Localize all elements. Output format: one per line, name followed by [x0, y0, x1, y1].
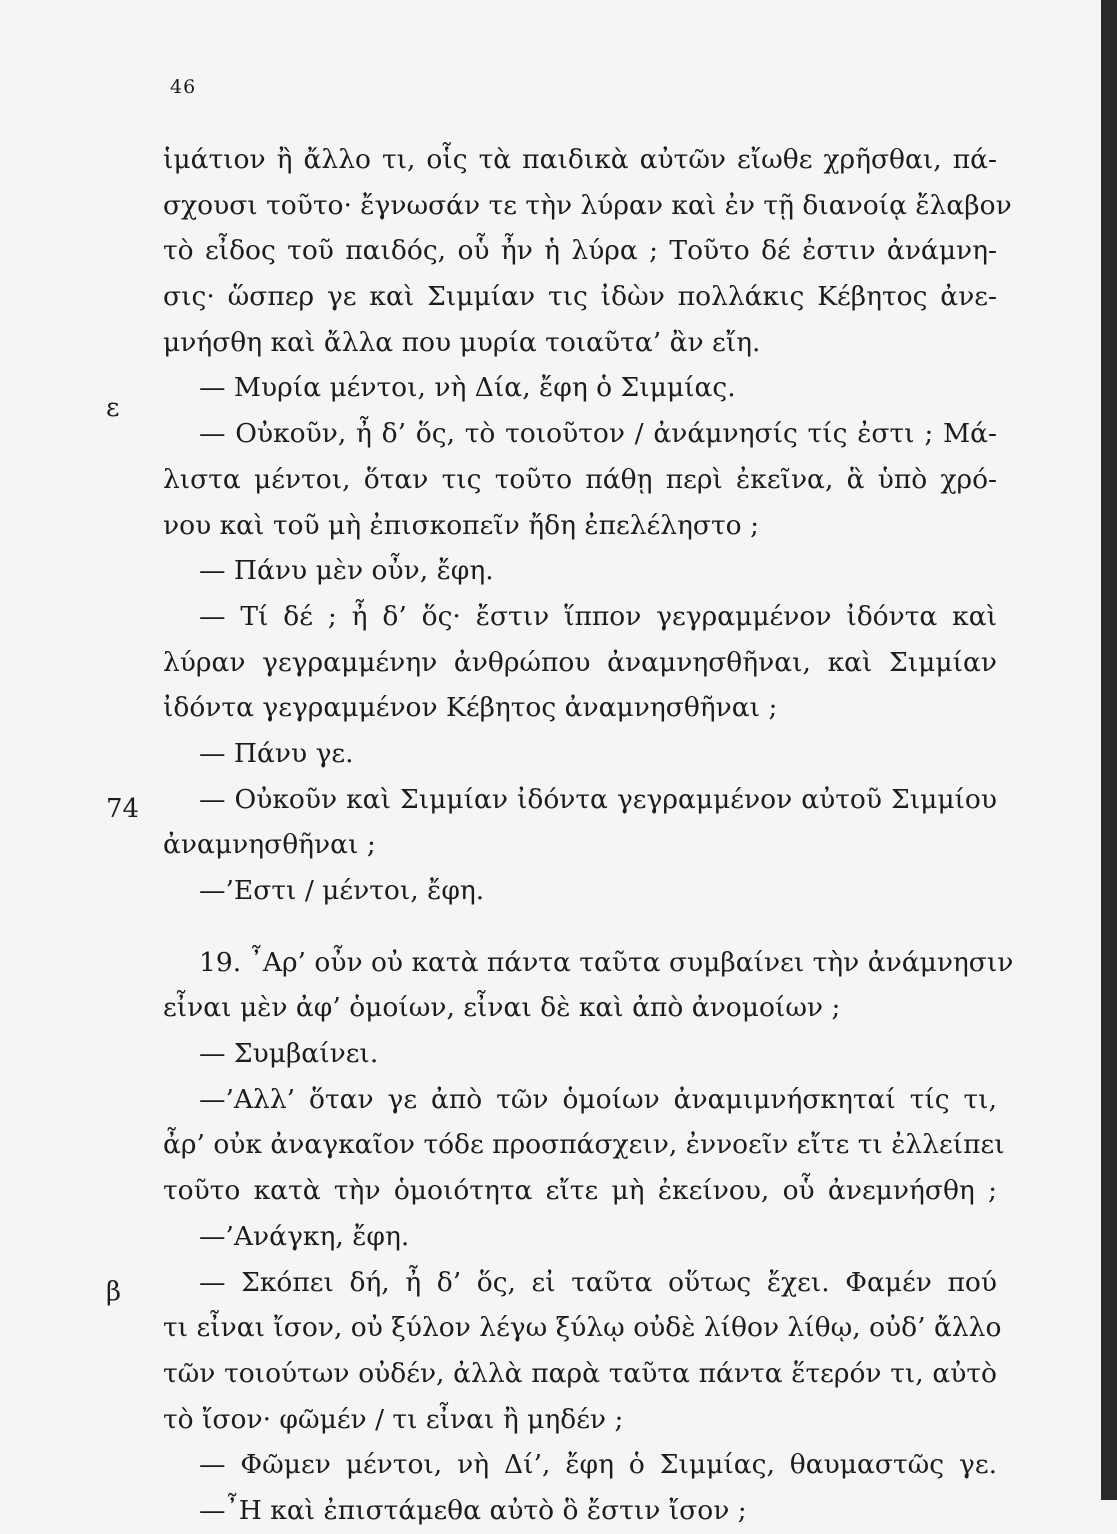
text-line: τὸ ἴσον· φῶμέν / τι εἶναι ἢ μηδέν ; [163, 1403, 624, 1435]
text-line: —’Αλλ’ ὅταν γε ἀπὸ τῶν ὁμοίων ἀναμιμνήσκηταί τίς τι, [199, 1083, 997, 1115]
text-line: σις· ὥσπερ γε καὶ Σιμμίαν τις ἰδὼν πολλάκις Κέβητος ἀνε- [163, 281, 997, 313]
text-line: σχουσι τοῦτο· ἔγνωσάν τε τὴν λύραν καὶ ἐν τῇ διανοίᾳ ἔλαβον [163, 189, 1012, 221]
text-line: ἰδόντα γεγραμμένον Κέβητος ἀναμνησθῆναι ; [163, 692, 778, 724]
text-line: — Οὐκοῦν, ἦ δ’ ὅς, τὸ τοιοῦτον / ἀνάμνησίς τίς ἐστι ; Μά- [199, 418, 997, 450]
text-line: — Τί δέ ; ἦ δ’ ὅς· ἔστιν ἵππον γεγραμμένον ἰδόντα καὶ [199, 600, 997, 632]
text-line: —’Ανάγκη, ἔφη. [199, 1220, 410, 1252]
body-text [163, 137, 1014, 1534]
text-line: τῶν τοιούτων οὐδέν, ἀλλὰ παρὰ ταῦτα πάντα ἕτερόν τι, αὐτὸ [163, 1357, 997, 1389]
text-line: — Πάνυ μὲν οὖν, ἔφη. [199, 555, 494, 587]
margin-label-section-74: 74 [106, 794, 140, 824]
page-number: 46 [170, 76, 197, 98]
scan-edge-shadow [1101, 0, 1117, 1500]
text-line: μνήσθη καὶ ἄλλα που μυρία τοιαῦτα’ ἂν εἴη. [163, 326, 761, 358]
text-line: — Μυρία μέντοι, νὴ Δία, ἔφη ὁ Σιμμίας. [199, 372, 736, 404]
text-line: τι εἶναι ἴσον, οὐ ξύλον λέγω ξύλῳ οὐδὲ λίθον λίθῳ, οὐδ’ ἄλλο [163, 1312, 1002, 1344]
text-line: τὸ εἶδος τοῦ παιδός, οὗ ἦν ἡ λύρα ; Τοῦτο δέ ἐστιν ἀνάμνη- [163, 235, 997, 267]
text-line: ἆρ’ οὐκ ἀναγκαῖον τόδε προσπάσχειν, ἐννοεῖν εἴτε τι ἐλλείπει [163, 1129, 1005, 1161]
margin-label-epsilon: ε [106, 393, 120, 423]
section-heading-line: 19. ῏Αρ’ οὖν οὐ κατὰ πάντα ταῦτα συμβαίνει τὴν ἀνάμνησιν [199, 946, 1014, 978]
margin-label-beta: β [106, 1277, 122, 1307]
text-line: —’Εστι / μέντοι, ἔφη. [199, 875, 485, 906]
text-line: νου καὶ τοῦ μὴ ἐπισκοπεῖν ἤδη ἐπελέληστο ; [163, 509, 759, 541]
text-line: εἶναι μὲν ἀφ’ ὁμοίων, εἶναι δὲ καὶ ἀπὸ ἀνομοίων ; [163, 992, 841, 1024]
text-line: —῏Η καὶ ἐπιστάμεθα αὐτὸ ὃ ἔστιν ἴσον ; [199, 1494, 747, 1526]
text-line: — Συμβαίνει. [199, 1038, 379, 1070]
text-line: — Οὐκοῦν καὶ Σιμμίαν ἰδόντα γεγραμμένον αὐτοῦ Σιμμίου [199, 783, 997, 815]
text-line: — Πάνυ γε. [199, 737, 354, 769]
text-line: — Σκόπει δή, ἦ δ’ ὅς, εἰ ταῦτα οὕτως ἔχει. Φαμέν πού [199, 1266, 997, 1298]
text-line: λιστα μέντοι, ὅταν τις τοῦτο πάθῃ περὶ ἐκεῖνα, ἃ ὑπὸ χρό- [163, 463, 997, 495]
text-line: ἀναμνησθῆναι ; [163, 829, 376, 861]
text-line: λύραν γεγραμμένην ἀνθρώπου ἀναμνησθῆναι, καὶ Σιμμίαν [163, 646, 997, 678]
text-line: ἱμάτιον ἢ ἄλλο τι, οἷς τὰ παιδικὰ αὐτῶν εἴωθε χρῆσθαι, πά- [163, 144, 997, 175]
text-line: — Φῶμεν μέντοι, νὴ Δί’, ἔφη ὁ Σιμμίας, θαυμαστῶς γε. [199, 1449, 997, 1481]
text-line: τοῦτο κατὰ τὴν ὁμοιότητα εἴτε μὴ ἐκείνου, οὗ ἀνεμνήσθη ; [163, 1175, 997, 1207]
